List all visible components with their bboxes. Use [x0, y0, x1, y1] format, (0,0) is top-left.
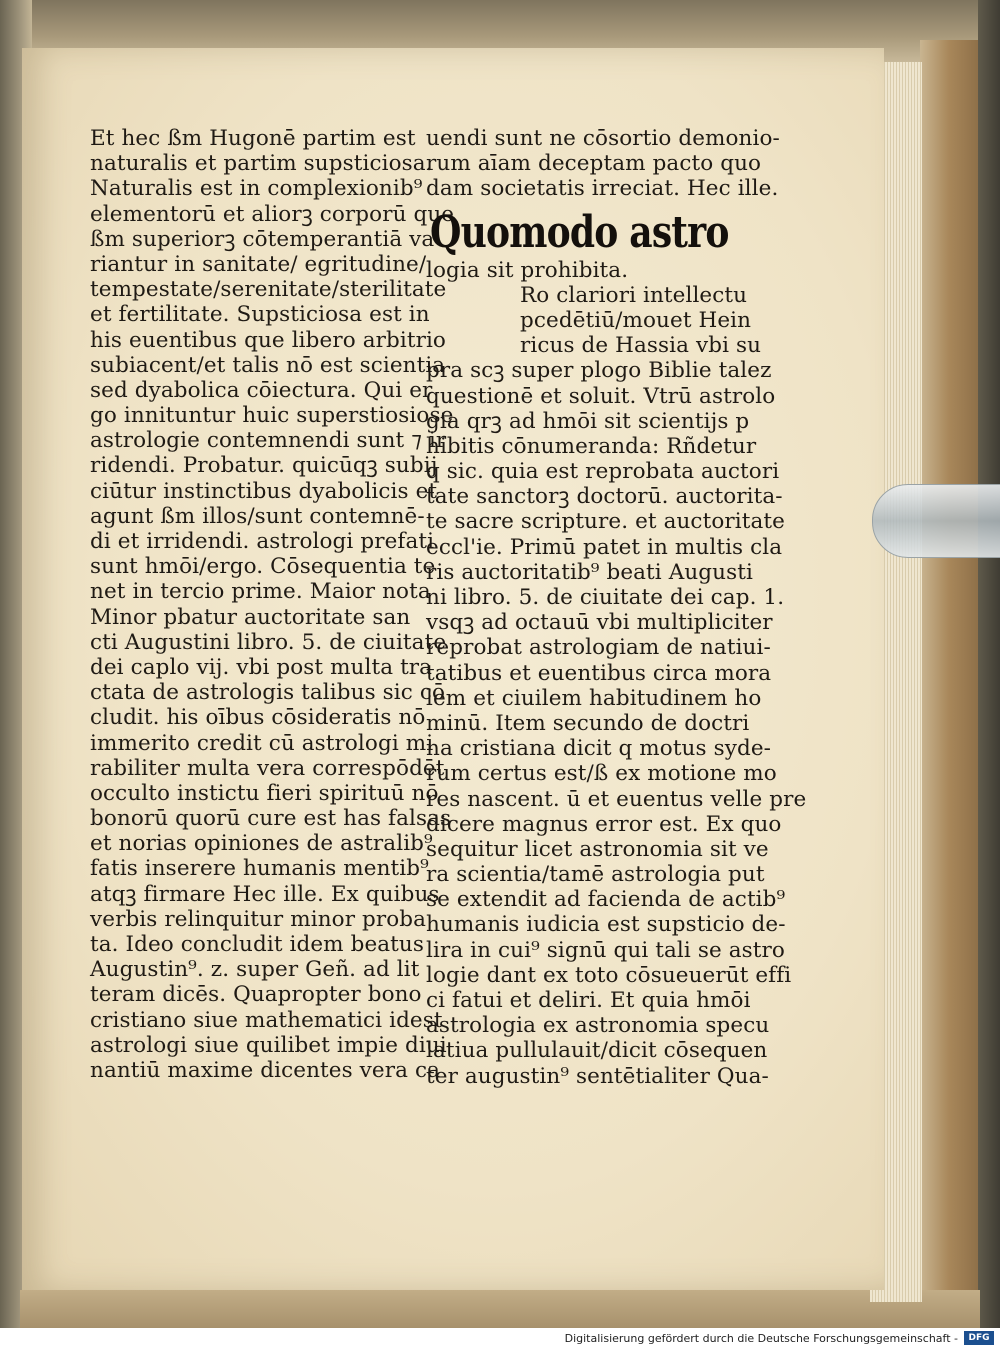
text-line: ctata de astrologis talibus sic cō	[90, 680, 446, 706]
text-line: se extendit ad facienda de actib⁹	[426, 887, 786, 913]
text-line: rum aīam deceptam pacto quo	[426, 151, 762, 177]
text-line: di et irridendi. astrologi prefati	[90, 529, 435, 554]
text-line: verbis relinquitur minor proba	[90, 906, 427, 932]
text-line: nantiū maxime dicentes vera ca	[90, 1057, 441, 1083]
text-line: dei caplo vij. vbi post multa tra	[90, 654, 433, 680]
book-board-right	[920, 40, 978, 1328]
text-line: astrologia ex astronomia specu	[426, 1013, 770, 1039]
text-line: subiacent/et talis nō est scientia	[90, 352, 446, 378]
text-line: cludit. his oībus cōsideratis nō	[90, 705, 426, 731]
heading-continuation: logia sit prohibita.	[426, 257, 629, 283]
text-line: tatibus et euentibus circa mora	[426, 660, 772, 686]
text-line: bonorū quorū cure est has falsas	[90, 806, 452, 832]
text-line: pra scꝫ super plogo Biblie talez	[426, 358, 772, 384]
text-line: cristiano siue mathematici idest	[90, 1007, 443, 1033]
text-line: ra scientia/tamē astrologia put	[426, 862, 765, 888]
text-line: Augustin⁹. z. super Geñ. ad lit	[90, 957, 420, 983]
text-line: uendi sunt ne cōsortio demonio-	[426, 126, 780, 151]
chapter-heading: Quomodo astro	[430, 206, 729, 258]
text-line: elementorū et aliorꝫ corporū que	[90, 201, 455, 227]
text-line: tempestate/serenitate/sterilitate	[90, 277, 447, 303]
text-line: dicere magnus error est. Ex quo	[426, 811, 782, 837]
text-line: dam societatis irreciat. Hec ille.	[426, 176, 779, 202]
text-line: latiua pullulauit/dicit cōsequen	[426, 1038, 768, 1064]
text-line: reprobat astrologiam de natiui-	[426, 635, 771, 661]
text-line: astrologie contemnendi sunt ⁊ ir	[90, 428, 447, 454]
text-line: Minor pbatur auctoritate san	[90, 604, 411, 630]
text-line: lira in cui⁹ signū qui tali se astro	[426, 937, 785, 963]
text-line: ridendi. Probatur. quicūqꝫ subij	[90, 453, 438, 479]
text-line: atqꝫ firmare Hec ille. Ex quibus	[90, 881, 440, 907]
text-line: astrologi siue quilibet impie diui	[90, 1032, 447, 1058]
text-line: te sacre scripture. et auctoritate	[426, 509, 785, 535]
text-line: go innituntur huic superstiosiose	[90, 403, 454, 429]
right-text-column	[426, 126, 807, 1089]
text-line: minū. Item secundo de doctri	[426, 710, 750, 736]
text-line: eccl'ie. Primū patet in multis cla	[426, 534, 783, 560]
text-line: ta. Ideo concludit idem beatus	[90, 932, 425, 957]
book-edge	[978, 0, 1000, 1328]
text-line: occulto instictu fieri spirituū nō	[90, 780, 439, 806]
text-line: ni libro. 5. de ciuitate dei cap. 1.	[426, 585, 785, 610]
page-clip	[872, 484, 1000, 558]
text-line: rabiliter multa vera correspōdēt	[90, 755, 445, 781]
text-line: sequitur licet astronomia sit ve	[426, 836, 769, 862]
text-line: et norias opiniones de astralib⁹	[90, 831, 433, 857]
text-line: hibitis cōnumeranda: Rñdetur	[426, 433, 757, 459]
text-line: riantur in sanitate/ egritudine/	[90, 251, 427, 277]
text-line: rum certus est/ß ex motione mo	[426, 761, 777, 787]
text-line: teram dicēs. Quapropter bono	[90, 982, 422, 1008]
dfg-logo: DFG	[964, 1331, 994, 1345]
text-line: Ro clariori intellectu	[520, 282, 748, 308]
text-line: res nascent. ū et euentus velle pre	[426, 786, 807, 812]
text-line: cti Augustini libro. 5. de ciuitate	[90, 629, 447, 655]
left-text-column	[90, 126, 455, 1083]
footer-bar	[0, 1328, 1000, 1350]
text-line: fatis inserere humanis mentib⁹	[90, 856, 429, 882]
text-line: ris auctoritatib⁹ beati Augusti	[426, 559, 753, 585]
text-line: Naturalis est in complexionib⁹	[90, 176, 423, 202]
text-line: agunt ßm illos/sunt contemnē-	[90, 503, 425, 529]
funding-notice: Digitalisierung gefördert durch die Deutsche Forschungsgemeinschaft -	[564, 1332, 958, 1345]
text-line: Et hec ßm Hugonē partim est	[90, 126, 416, 151]
text-line: net in tercio prime. Maior nota	[90, 579, 431, 605]
text-line: gia qrꝫ ad hmōi sit scientijs p	[426, 408, 750, 434]
text-line: his euentibus que libero arbitrio	[90, 327, 446, 353]
text-line: vsqꝫ ad octauū vbi multipliciter	[426, 610, 773, 636]
text-line: sunt hmōi/ergo. Cōsequentia te	[90, 554, 436, 580]
text-line: et fertilitate. Supsticiosa est in	[90, 302, 430, 328]
book-board-bottom	[20, 1290, 980, 1328]
text-line: questionē et soluit. Vtrū astrolo	[426, 383, 776, 409]
text-line: ci fatui et deliri. Et quia hmōi	[426, 988, 751, 1013]
text-line: lem et ciuilem habitudinem ho	[426, 685, 762, 711]
text-line: naturalis et partim supsticiosa.	[90, 151, 433, 177]
text-line: humanis iudicia est supsticio de-	[426, 912, 786, 938]
text-line: ter augustin⁹ sentētialiter Qua-	[426, 1063, 769, 1089]
text-line: ciūtur instinctibus dyabolicis et	[90, 478, 438, 504]
text-line: q sic. quia est reprobata auctori	[426, 459, 780, 485]
text-line: immerito credit cū astrologi mi	[90, 730, 434, 756]
text-line: ßm superiorꝫ cōtemperantiā va	[90, 226, 435, 252]
text-line: logie dant ex toto cōsueuerūt effi	[426, 962, 792, 988]
text-line: tate sanctorꝫ doctorū. auctorita-	[426, 484, 783, 510]
text-line: ricus de Hassia vbi su	[520, 333, 762, 359]
text-line: sed dyabolica cōiectura. Qui er	[90, 377, 433, 403]
text-line: pcedētiū/mouet Hein	[520, 307, 752, 333]
text-line: na cristiana dicit q motus syde-	[426, 736, 772, 762]
